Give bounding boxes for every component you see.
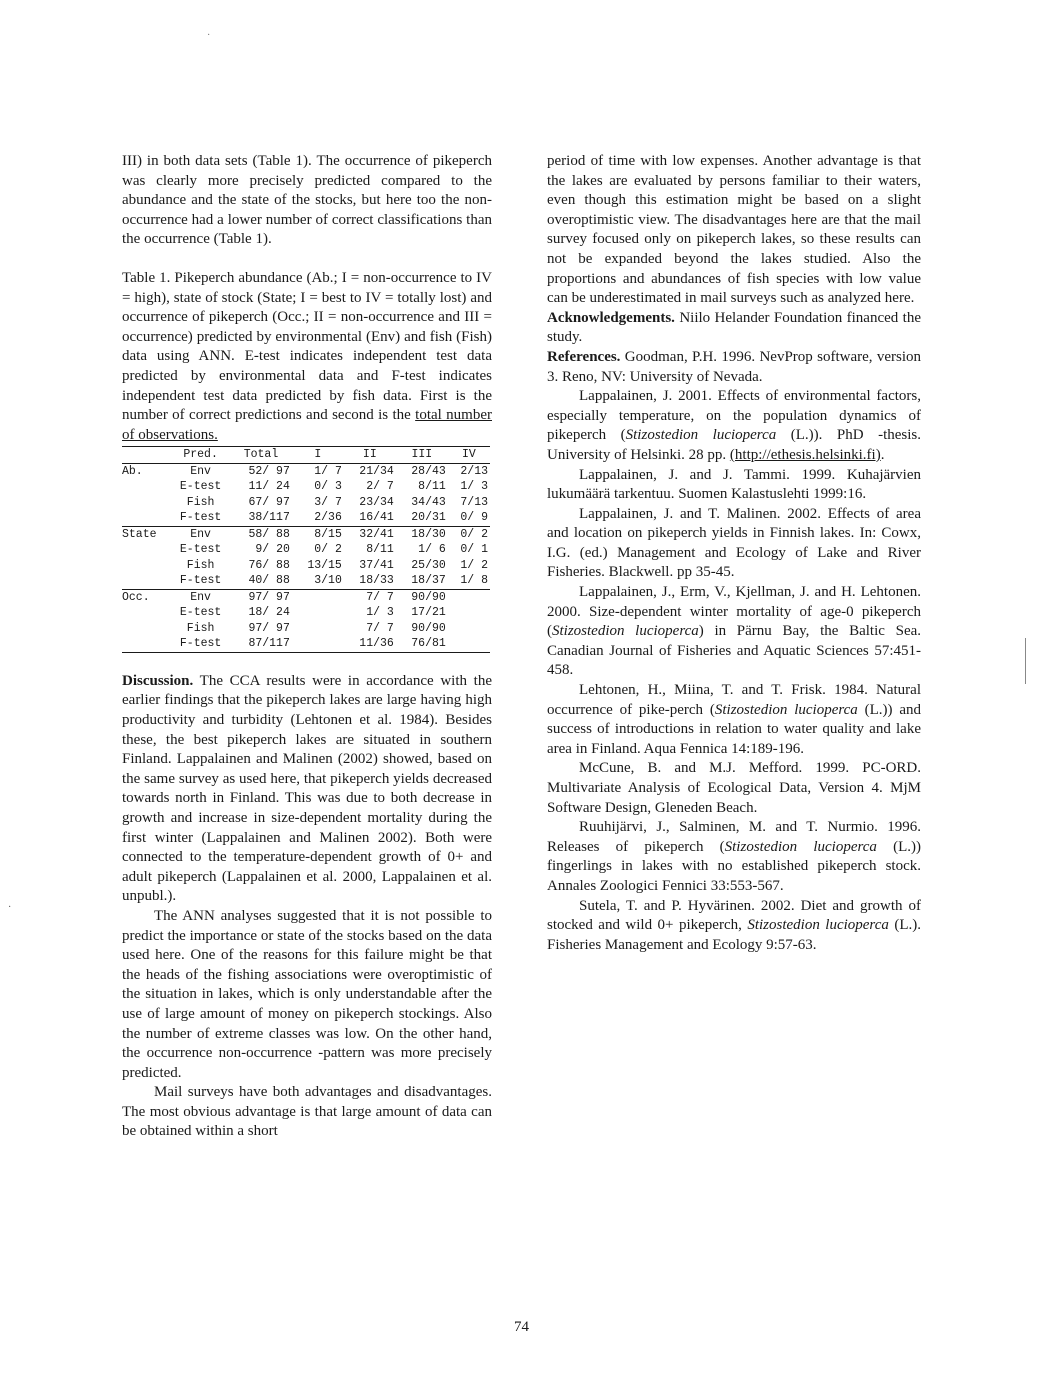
table-cell: 97/ 97 — [248, 621, 290, 635]
table-cell: 87/117 — [230, 636, 292, 652]
table-cell: 11/ 24 — [248, 480, 290, 494]
table-cell: 8/11 — [418, 480, 446, 494]
table-cell: 11/36 — [344, 636, 396, 652]
table-header-cell: IV — [448, 447, 490, 464]
table-cell: 28/43 — [411, 464, 446, 478]
continuation-paragraph: period of time with low expenses. Another advantage is that the lakes are evaluated by persons familiar to their waters, even though this estimation might be based on a slight overoptimistic view. The disadvantages here are that the mail survey focused only on pikeperch lakes, so these results can not be expanded beyond the lakes studied. Also the proportions and abundances of fish species with low value can be underestimated in mail surveys such as analyzed here. — [547, 153, 921, 307]
reference-text: McCune, B. and M.J. Mefford. 1999. PC-ORD. Multivariate Analysis of Ecological Data, Version 4. MjM Software Design, Gleneden Beach. — [547, 760, 921, 816]
acknowledgements-text: Niilo Helander Foundation financed the study. — [547, 309, 922, 346]
scan-mark-left: · — [8, 902, 12, 913]
table-cell: Fish — [186, 621, 215, 635]
table-cell — [122, 495, 171, 511]
table-cell — [122, 605, 171, 621]
discussion-paragraph-1 — [122, 672, 492, 907]
acknowledgements-heading: Acknowledgements. — [547, 309, 675, 326]
table-cell — [122, 636, 171, 652]
table-row — [122, 558, 490, 574]
table-cell: 34/43 — [411, 495, 446, 509]
table-cell: 23/34 — [359, 495, 394, 509]
table-caption-text: Table 1. Pikeperch abundance (Ab.; I = non-occurrence to IV = high), state of stock (State; I = best to IV = totally lost) and occurrence of pikeperch (Occ.; II = non-occurrence and III = occurrence) predicted by environmental (Env) and fish (Fish) data using ANN. E-test indicates independent test data predicted by environmental data and F-test indicates independent test data predicted by fish data. First is the number of correct predictions and second is the — [122, 269, 492, 424]
reference-species-name: Stizostedion lucioperca — [747, 917, 889, 934]
table-cell: Env — [190, 527, 211, 541]
reference-text-tail: (L.)) and success of introductions in relation to water quality and lake area in Finland. Aqua Fennica 14:189-196. — [547, 701, 921, 757]
table-cell: Fish — [186, 558, 215, 572]
references-heading: References. — [547, 348, 621, 365]
table-cell: 2/ 7 — [366, 480, 394, 494]
table-row — [122, 636, 490, 652]
reference-text-tail: ) in Pärnu Bay, the Baltic Sea. Canadian Journal of Fisheries and Aquatic Sciences 57:451-458. — [547, 623, 922, 679]
intro-paragraph: III) in both data sets (Table 1). The occurrence of pikeperch was clearly more precisely predicted compared to the abundance and the state of the stocks, but here too the non-occurrence had a lower number of correct classifications than the occurrence (Table 1). — [122, 153, 492, 248]
table-row — [122, 510, 490, 526]
reference-species-name: Stizostedion lucioperca — [714, 701, 858, 718]
reference-species-name: Stizostedion lucioperca — [552, 623, 699, 640]
table-cell — [122, 542, 171, 558]
table-cell: 13/15 — [307, 558, 342, 572]
table-cell: E-test — [179, 543, 222, 557]
table-cell: 3/10 — [292, 573, 344, 589]
reference-text: Lappalainen, J. and J. Tammi. 1999. Kuhajärvien lukumäärä tarkentuu. Suomen Kalastuslehti 1999:16. — [547, 466, 921, 503]
left-column — [122, 152, 492, 1142]
table-cell: 38/117 — [230, 510, 292, 526]
table-cell: 18/37 — [396, 573, 448, 589]
discussion-paragraph-2: The ANN analyses suggested that it is not possible to predict the importance or state of the stocks based on the data used here. One of the reasons for this failure might be that the heads of the fishing associations were overoptimistic of the situation in lakes, which is only understandable after the use of large amount of money on pikeperch stockings. Also the number of extreme classes was low. On the other hand, the occurrence non-occurrence -pattern was more precisely predicted. — [122, 907, 492, 1081]
table-cell: F-test — [171, 636, 230, 652]
table-cell: 7/13 — [460, 495, 488, 509]
table-cell: 1/ 7 — [314, 464, 342, 478]
reference-entry — [547, 583, 921, 681]
reference-text-tail: (L.)) fingerlings in lakes with no established pikeperch stock. Annales Zoologici Fennici 33:553-567. — [547, 838, 921, 894]
table-row — [122, 495, 490, 511]
table-cell — [122, 479, 171, 495]
table-cell: 0/ 1 — [460, 543, 488, 557]
table-cell: State — [122, 527, 157, 541]
table-cell: F-test — [171, 573, 230, 589]
table-cell: 1/ 3 — [366, 606, 394, 620]
reference-species-name: Stizostedion lucioperca — [724, 838, 877, 855]
table-row — [122, 573, 490, 589]
reference-entry — [547, 681, 921, 759]
reference-entry — [547, 897, 921, 956]
table-cell: 18/33 — [344, 573, 396, 589]
table-cell: 0/ 9 — [448, 510, 490, 526]
table-cell: F-test — [171, 510, 230, 526]
table-cell: 9/ 20 — [255, 543, 290, 557]
table-row — [122, 526, 490, 542]
reference-text: Lappalainen, J. and T. Malinen. 2002. Effects of area and location on pikeperch yields in Finnish lakes. In: Cowx, I.G. (ed.) Management and Ecology of Lake and River Fisheries. Blackwell. pp 35-45. — [547, 505, 921, 581]
results-table — [122, 446, 490, 653]
table-cell: 3/ 7 — [314, 495, 342, 509]
reference-entry — [547, 818, 921, 896]
table-cell: 40/ 88 — [230, 573, 292, 589]
table-row — [122, 463, 490, 479]
table-header-cell: III — [396, 447, 448, 464]
table-cell: 97/ 97 — [248, 590, 290, 604]
table-cell — [448, 605, 490, 621]
table-cell — [122, 573, 171, 589]
reference-text-tail: (L.). Fisheries Management and Ecology 9:57-63. — [547, 917, 921, 953]
reference-entry — [547, 466, 921, 505]
table-header-cell: Total — [230, 447, 292, 464]
table-cell: 58/ 88 — [248, 527, 290, 541]
table-cell: 1/ 3 — [460, 480, 488, 494]
table-header-row — [122, 447, 490, 464]
table-cell — [122, 558, 171, 574]
table-header-cell: Pred. — [171, 447, 230, 464]
reference-link[interactable]: (http://ethesis.helsinki.fi) — [729, 446, 881, 463]
table-cell: 0/ 3 — [314, 480, 342, 494]
reference-entry — [547, 348, 921, 387]
table-cell: 90/90 — [411, 621, 446, 635]
table-cell: 1/ 2 — [460, 558, 488, 572]
table-cell: 18/ 24 — [248, 606, 290, 620]
table-cell: 76/ 88 — [248, 558, 290, 572]
table-row — [122, 542, 490, 558]
table-row — [122, 589, 490, 605]
table-cell: 2/13 — [460, 464, 488, 478]
reference-text: Ruuhijärvi, J., Salminen, M. and T. Nurmio. 1996. Releases of pikeperch ( — [547, 819, 921, 855]
table-header-cell — [122, 447, 171, 464]
scan-mark-right — [1025, 638, 1026, 684]
table-cell — [292, 589, 344, 605]
table-cell — [122, 621, 171, 637]
acknowledgements — [547, 309, 921, 348]
table-caption — [122, 269, 492, 445]
table-cell — [292, 605, 344, 621]
table-cell: 7/ 7 — [366, 590, 394, 604]
table-cell — [448, 621, 490, 637]
table-cell: E-test — [179, 480, 222, 494]
table-header-cell: I — [292, 447, 344, 464]
table-cell — [122, 510, 171, 526]
table-cell: 67/ 97 — [248, 495, 290, 509]
table-cell: 17/21 — [411, 606, 446, 620]
discussion-text-1: The CCA results were in accordance with the earlier findings that the pikeperch lakes are large having high productivity and turbidity (Lehtonen et al. 1984). Besides these, the best pikeperch lakes are situated in southern Finland. Lappalainen and Malinen (2002) showed, based on the same survey as used here, that pikeperch yields decreased towards north in Finland. This was due to both decrease in growth and increase in size-dependent mortality during the first winter (Lappalainen and Malinen 2002). Both were connected to the temperature-dependent growth of 0+ and adult pikeperch (Lappalainen et al. 2000, Lappalainen et al. unpubl.). — [122, 672, 492, 905]
reference-text: Goodman, P.H. 1996. NevProp software, version 3. Reno, NV: University of Nevada. — [547, 348, 921, 385]
scan-mark-top: · — [207, 30, 211, 41]
table-cell: 90/90 — [411, 590, 446, 604]
table-cell: 0/ 2 — [460, 527, 488, 541]
table-cell: Env — [190, 590, 211, 604]
table-cell: Ab. — [122, 464, 143, 478]
table-caption-end: total number of observations. — [122, 407, 492, 443]
discussion-paragraph-3: Mail surveys have both advantages and disadvantages. The most obvious advantage is that large amount of data can be obtained within a short — [122, 1084, 492, 1140]
table-cell — [448, 636, 490, 652]
table-cell: 2/36 — [292, 510, 344, 526]
table-cell: Env — [190, 464, 211, 478]
reference-entry — [547, 759, 921, 818]
reference-entry — [547, 505, 921, 583]
table-row — [122, 621, 490, 637]
table-cell: 21/34 — [359, 464, 394, 478]
table-cell — [292, 621, 344, 637]
reference-text: Lappalainen, J., Erm, V., Kjellman, J. and H. Lehtonen. 2000. Size-dependent winter mortality of age-0 pikeperch ( — [547, 584, 921, 640]
table-cell: 16/41 — [344, 510, 396, 526]
discussion-heading: Discussion. — [122, 672, 194, 689]
table-cell: 18/30 — [411, 527, 446, 541]
table-cell: 0/ 2 — [314, 543, 342, 557]
table-cell: 20/31 — [396, 510, 448, 526]
reference-text: Lehtonen, H., Miina, T. and T. Frisk. 1984. Natural occurrence of pike-perch ( — [547, 682, 921, 718]
table-cell: 32/41 — [359, 527, 394, 541]
table-cell: 1/ 6 — [418, 543, 446, 557]
table-cell: 76/81 — [396, 636, 448, 652]
table-cell: Occ. — [122, 590, 150, 604]
table-cell: 25/30 — [411, 558, 446, 572]
table-body — [122, 463, 490, 652]
reference-text: Sutela, T. and P. Hyvärinen. 2002. Diet and growth of stocked and wild 0+ pikeperch, — [547, 897, 921, 934]
table-cell: 37/41 — [359, 558, 394, 572]
table-row — [122, 605, 490, 621]
table-row — [122, 479, 490, 495]
reference-text: Lappalainen, J. 2001. Effects of environmental factors, especially temperature, on the population dynamics of pikeperch ( — [547, 388, 921, 444]
table-cell — [448, 589, 490, 605]
table-cell: E-test — [179, 606, 222, 620]
reference-link-period: . — [880, 446, 885, 463]
references-list — [547, 348, 921, 955]
table-cell: Fish — [186, 495, 215, 509]
table-cell: 8/15 — [314, 527, 342, 541]
table-cell: 52/ 97 — [248, 464, 290, 478]
reference-species-name: Stizostedion lucioperca — [625, 427, 777, 444]
right-column — [547, 152, 921, 955]
table-cell: 1/ 8 — [448, 573, 490, 589]
page-number: 74 — [514, 1319, 529, 1335]
reference-text-tail: (L.)). PhD -thesis. University of Helsinki. 28 pp. — [547, 427, 921, 463]
table-header-cell: II — [344, 447, 396, 464]
table-cell: 8/11 — [366, 543, 394, 557]
reference-entry — [547, 387, 921, 465]
table-cell — [292, 636, 344, 652]
table-cell: 7/ 7 — [366, 621, 394, 635]
